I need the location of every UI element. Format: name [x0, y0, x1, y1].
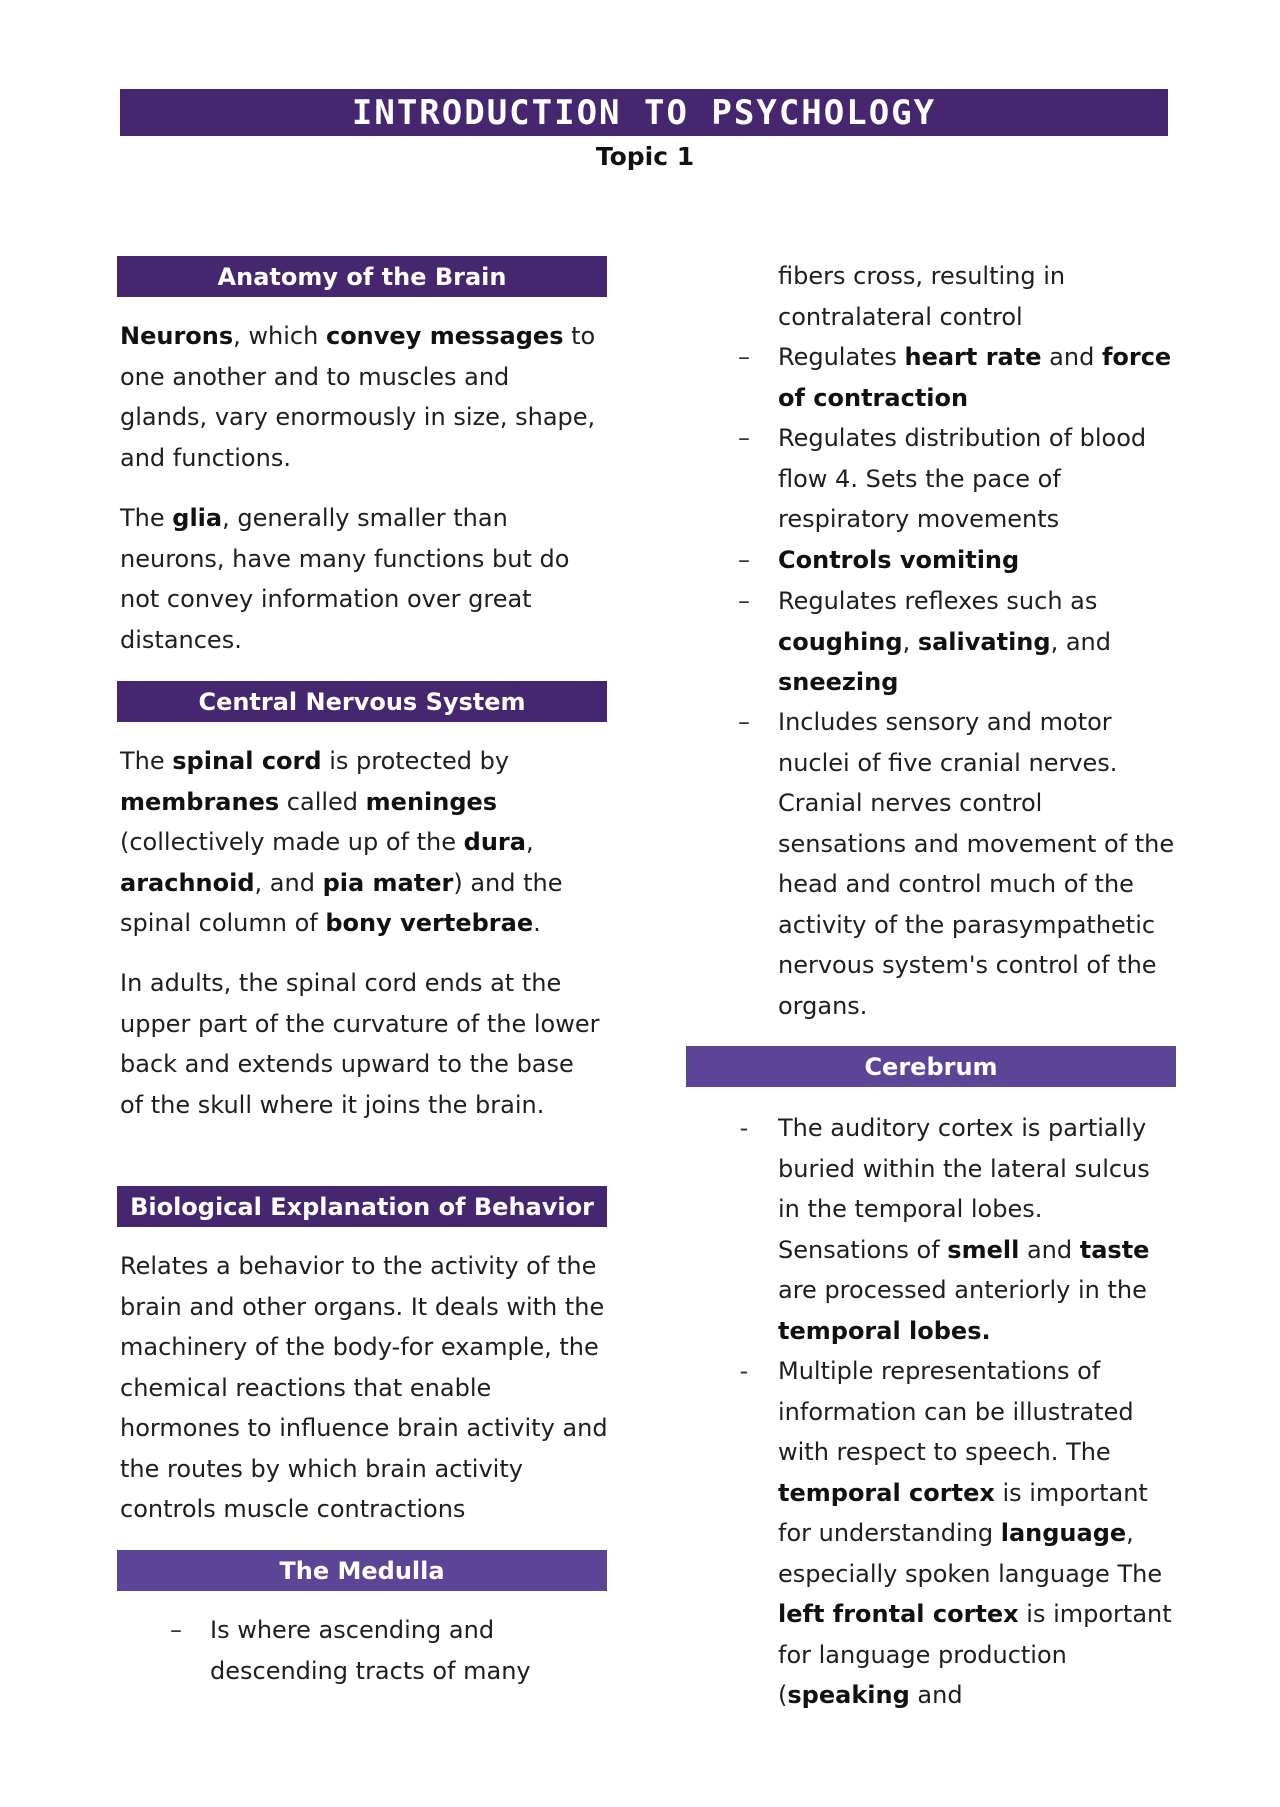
- text-run: to one another and to muscles and glands, vary enormously in size, shape, and functions.: [120, 322, 596, 472]
- text-run: (collectively made up of the: [120, 828, 464, 856]
- dash-bullet: -: [739, 1114, 749, 1142]
- bold-term: membranes: [120, 787, 280, 816]
- dash-bullet: -: [739, 1357, 749, 1385]
- bold-term: pia mater: [322, 868, 454, 897]
- section-heading-biological: Biological Explanation of Behavior: [117, 1186, 607, 1227]
- list-item-text: [778, 546, 1019, 574]
- text-run: , which: [233, 322, 326, 350]
- text-run: , especially spoken language The: [778, 1519, 1163, 1588]
- paragraph-biological: [120, 1246, 610, 1530]
- list-item: [739, 1108, 1178, 1351]
- list-item: [738, 702, 1178, 1026]
- section-heading-medulla: The Medulla: [117, 1550, 607, 1591]
- text-run: ) and the spinal column of: [120, 868, 563, 937]
- dash-bullet: –: [738, 424, 750, 452]
- bold-term: temporal lobes.: [778, 1316, 991, 1345]
- list-item-text: [778, 1114, 1150, 1345]
- text-run: Is where ascending and descending tracts of many: [210, 1616, 531, 1685]
- bold-term: taste: [1079, 1235, 1150, 1264]
- bold-term: Controls vomiting: [778, 546, 1020, 574]
- section-heading-anatomy: Anatomy of the Brain: [117, 256, 607, 297]
- page-title: INTRODUCTION TO PSYCHOLOGY: [351, 92, 937, 133]
- text-run: is protected by: [321, 747, 510, 775]
- dash-bullet: –: [738, 546, 750, 574]
- bold-term: sneezing: [778, 668, 899, 696]
- paragraph-spinal-cord: [120, 741, 600, 944]
- list-item: [170, 1610, 600, 1691]
- bold-term: salivating: [917, 627, 1051, 656]
- bold-term: temporal cortex: [778, 1478, 995, 1507]
- text-run: are processed anteriorly in the: [778, 1276, 1147, 1304]
- text-run: and: [909, 1681, 963, 1709]
- list-item-text: [778, 708, 1174, 1020]
- text-run: The: [120, 504, 173, 532]
- text-run: and: [1041, 343, 1102, 371]
- list-item-text: [778, 587, 1111, 696]
- list-item: [738, 337, 1178, 418]
- text-run: , and: [254, 868, 323, 897]
- text-run: Includes sensory and motor nuclei of five cranial nerves. Cranial nerves control sensations and movement of the head and control much of the activity of the parasympathetic nervous system's control of the organs.: [778, 708, 1175, 1020]
- text-run: is important for language production (: [778, 1600, 1172, 1709]
- text-run: In adults, the spinal cord ends at the upper part of the curvature of the lower back and extends upward to the base of the skull where it joins the brain.: [120, 969, 600, 1119]
- paragraph-neurons: [120, 316, 600, 478]
- bold-term: bony vertebrae: [325, 909, 534, 937]
- text-run: is important for understanding: [778, 1478, 1148, 1547]
- text-run: fibers cross, resulting in contralateral control: [778, 262, 1066, 331]
- bold-term: dura: [463, 828, 526, 856]
- bold-term: language: [1000, 1519, 1127, 1547]
- list-item-continued: [778, 256, 1173, 337]
- list-item: [739, 1351, 1178, 1716]
- text-run: Multiple representations of information can be illustrated with respect to speech. The: [778, 1357, 1134, 1466]
- bold-term: force of contraction: [778, 343, 1172, 412]
- text-run: , and: [1050, 627, 1111, 656]
- bold-term: arachnoid: [120, 868, 255, 897]
- text-run: and: [1019, 1235, 1080, 1264]
- text-run: ,: [525, 828, 534, 856]
- text-run: .: [533, 909, 541, 937]
- text-run: The: [120, 747, 173, 775]
- paragraph-glia: [120, 498, 600, 660]
- paragraph-spinal-cord-adults: [120, 963, 600, 1125]
- text-run: , generally smaller than neurons, have many functions but do not convey information over great distances.: [120, 504, 570, 654]
- page-subtitle: Topic 1: [595, 142, 695, 171]
- list-item-text: [778, 343, 1171, 412]
- text-run: Regulates: [778, 343, 905, 371]
- list-item-text: [778, 424, 1146, 533]
- list-item: [738, 581, 1178, 703]
- section-heading-cns: Central Nervous System: [117, 681, 607, 722]
- text-run: called: [279, 787, 366, 816]
- bold-term: Neurons: [120, 322, 234, 350]
- text-run: Regulates reflexes such as: [778, 587, 1098, 615]
- list-item-text: [778, 262, 1065, 331]
- dash-bullet: –: [738, 708, 750, 736]
- bold-term: spinal cord: [172, 747, 322, 775]
- dash-bullet: –: [738, 343, 750, 371]
- list-item: [738, 540, 1178, 581]
- bold-term: heart rate: [904, 343, 1042, 371]
- text-run: Relates a behavior to the activity of the brain and other organs. It deals with the machinery of the body-for example, the chemical reactions that enable hormones to influence brain activity and the routes by which brain activity controls muscle contractions: [120, 1252, 608, 1523]
- dash-bullet: –: [738, 587, 750, 615]
- page-title-banner: [120, 89, 1168, 136]
- bold-term: coughing: [778, 627, 903, 656]
- text-run: ,: [902, 627, 918, 656]
- section-heading-cerebrum: Cerebrum: [686, 1046, 1176, 1087]
- text-run: Regulates distribution of blood flow 4. Sets the pace of respiratory movements: [778, 424, 1147, 533]
- bold-term: glia: [172, 504, 223, 532]
- bold-term: speaking: [787, 1681, 910, 1709]
- bold-term: left frontal cortex: [778, 1600, 1019, 1628]
- text-run: The auditory cortex is partially buried within the lateral sulcus in the temporal lobes. Sensations of: [778, 1114, 1150, 1264]
- bold-term: meninges: [365, 787, 498, 816]
- dash-bullet: –: [170, 1616, 182, 1644]
- bold-term: smell: [947, 1235, 1020, 1264]
- list-item-text: [210, 1616, 531, 1685]
- bold-term: convey messages: [325, 322, 564, 350]
- list-item: [738, 418, 1178, 540]
- list-item-text: [778, 1357, 1172, 1709]
